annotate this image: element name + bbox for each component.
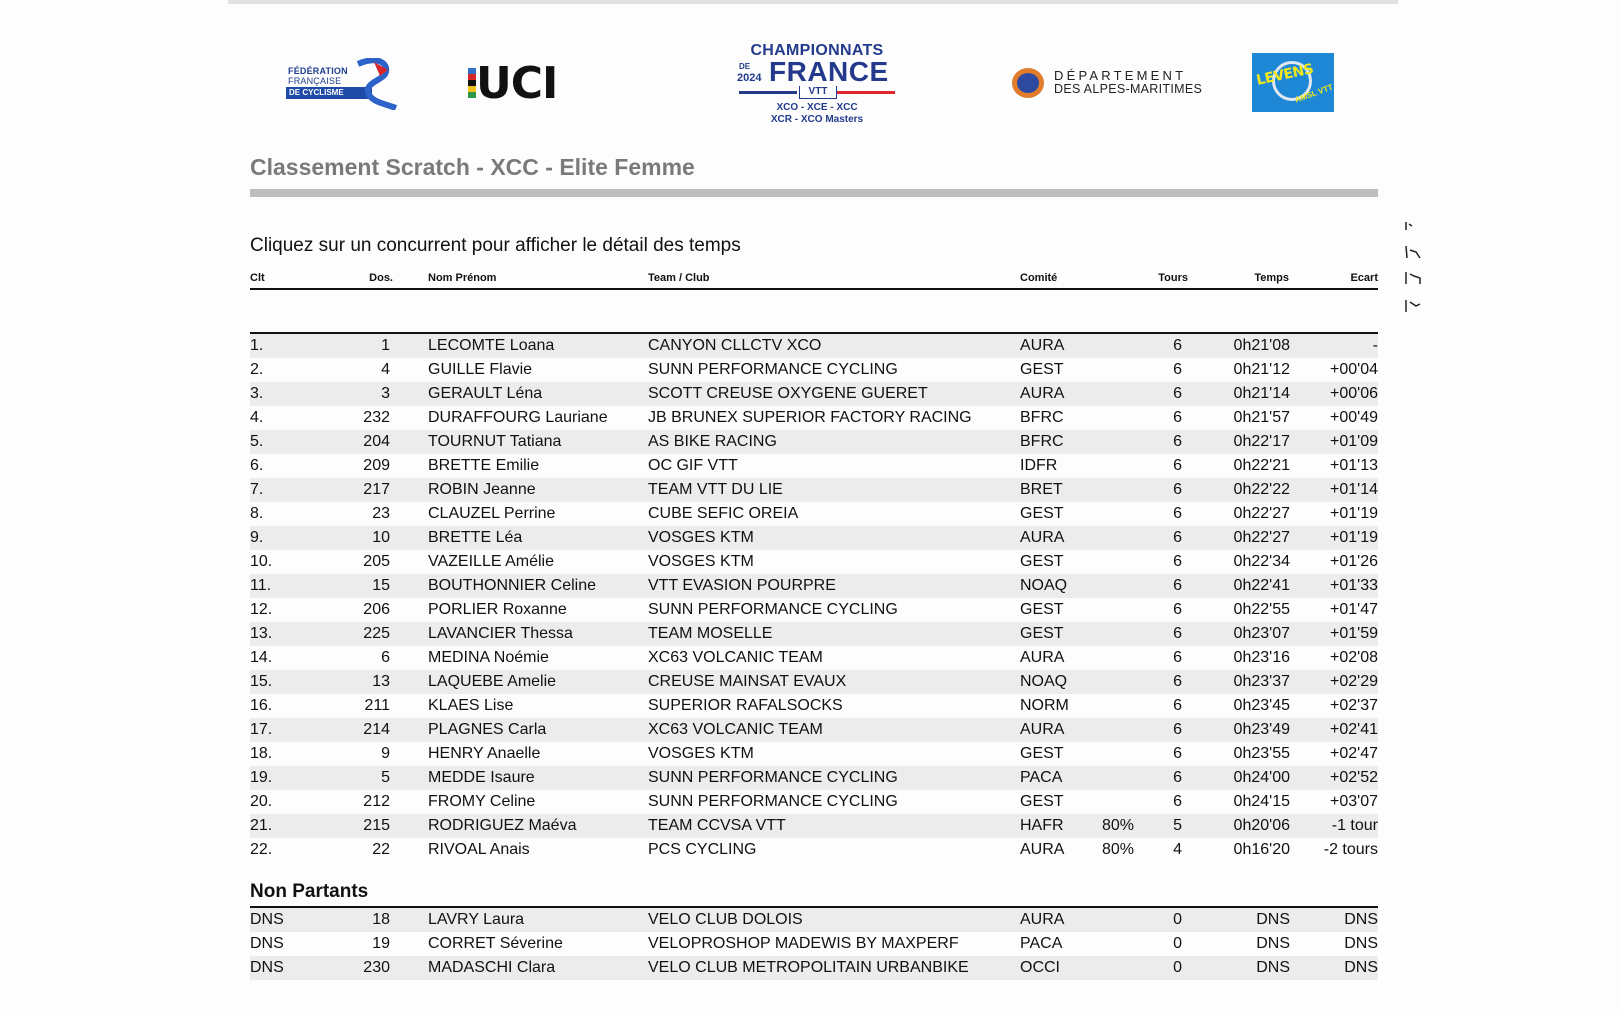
cell-dos: 13 (372, 673, 390, 690)
cell-team: JB BRUNEX SUPERIOR FACTORY RACING (648, 409, 972, 426)
cell-team: CUBE SEFIC OREIA (648, 505, 799, 522)
cell-tours: 6 (1173, 505, 1182, 522)
cell-dos: 4 (381, 361, 390, 378)
cell-comite: BFRC (1020, 409, 1064, 426)
cell-team: VELO CLUB METROPOLITAIN URBANBIKE (648, 959, 969, 976)
cell-dos: 3 (381, 385, 390, 402)
departement-line2: DES ALPES-MARITIMES (1054, 82, 1203, 96)
table-row[interactable] (250, 430, 1378, 454)
cell-team: SCOTT CREUSE OXYGENE GUERET (648, 385, 928, 402)
non-partants-body (250, 908, 1378, 980)
cell-temps: 0h21'12 (1233, 361, 1290, 378)
cell-temps: 0h22'41 (1233, 577, 1290, 594)
cell-temps: 0h24'15 (1233, 793, 1290, 810)
col-clt: Clt (250, 272, 265, 284)
cell-temps: 0h22'22 (1233, 481, 1290, 498)
cell-nom: GERAULT Léna (428, 385, 543, 402)
ffc-logo (286, 58, 410, 108)
cell-nom: LAVRY Laura (428, 911, 525, 928)
levens-line1: LEVENS (1254, 61, 1315, 89)
championnats-disciplines2: XCR - XCO Masters (770, 114, 864, 125)
cell-team: SUNN PERFORMANCE CYCLING (648, 601, 898, 618)
cell-pct: 80% (1101, 841, 1134, 858)
cell-tours: 4 (1173, 841, 1182, 858)
table-row[interactable] (250, 956, 1378, 980)
cell-temps: DNS (1256, 911, 1290, 928)
cell-comite: GEST (1020, 793, 1064, 810)
cell-clt: 13. (250, 625, 273, 642)
table-row[interactable] (250, 406, 1378, 430)
cell-clt: 19. (250, 769, 273, 786)
cell-nom: LAVANCIER Thessa (428, 625, 573, 642)
cell-tours: 6 (1173, 481, 1182, 498)
table-row[interactable] (250, 718, 1378, 742)
col-temps: Temps (1254, 272, 1289, 284)
cell-comite: PACA (1020, 935, 1063, 952)
cell-tours: 0 (1173, 935, 1182, 952)
cell-comite: NORM (1020, 697, 1069, 714)
cell-ecart: -1 tour (1331, 817, 1378, 834)
cell-temps: 0h20'06 (1233, 817, 1290, 834)
uci-logo-text: UCI (476, 58, 558, 109)
cell-temps: 0h23'55 (1233, 745, 1290, 762)
cell-team: SUNN PERFORMANCE CYCLING (648, 769, 898, 786)
cell-nom: GUILLE Flavie (428, 361, 533, 378)
cell-team: AS BIKE RACING (648, 433, 777, 450)
cell-dos: 204 (363, 433, 390, 450)
cell-clt: 9. (250, 529, 264, 546)
cell-comite: AURA (1020, 911, 1065, 928)
cell-nom: TOURNUT Tatiana (428, 433, 562, 450)
title-divider (250, 189, 1378, 197)
cell-team: OC GIF VTT (648, 457, 738, 474)
cell-nom: CLAUZEL Perrine (428, 505, 556, 522)
cell-nom: RODRIGUEZ Maéva (428, 817, 577, 834)
table-header (250, 272, 1378, 288)
cell-nom: BRETTE Emilie (428, 457, 540, 474)
cell-ecart: DNS (1344, 911, 1378, 928)
cell-dos: 215 (363, 817, 390, 834)
table-row[interactable] (250, 838, 1378, 862)
cell-comite: GEST (1020, 625, 1064, 642)
cell-clt: 11. (250, 577, 272, 594)
cell-dos: 23 (372, 505, 390, 522)
departement-emblem-icon (1012, 68, 1044, 98)
cell-nom: LAQUEBE Amelie (428, 673, 557, 690)
cell-ecart: +01'14 (1330, 481, 1378, 498)
cell-comite: BRET (1020, 481, 1063, 498)
col-ecart: Ecart (1350, 272, 1378, 284)
cell-tours: 6 (1173, 361, 1182, 378)
cell-team: TEAM VTT DU LIE (648, 481, 783, 498)
departement-line1: DÉPARTEMENT (1054, 68, 1187, 83)
levens-logo (1252, 53, 1334, 112)
table-row[interactable] (250, 478, 1378, 502)
cell-clt: 18. (250, 745, 273, 762)
cell-dos: 18 (372, 911, 390, 928)
cell-clt: 14. (250, 649, 273, 666)
cell-team: VELO CLUB DOLOIS (648, 911, 803, 928)
cell-comite: NOAQ (1020, 577, 1068, 594)
championnats-line1: CHAMPIONNATS (750, 42, 884, 59)
championnats-disciplines1: XCO - XCE - XCC (776, 102, 858, 113)
cell-comite: AURA (1020, 385, 1065, 402)
cell-clt: 2. (250, 361, 264, 378)
table-row[interactable] (250, 382, 1378, 406)
cell-comite: AURA (1020, 721, 1065, 738)
cell-ecart: +02'41 (1330, 721, 1378, 738)
cell-comite: BFRC (1020, 433, 1064, 450)
cell-nom: MEDDE Isaure (428, 769, 535, 786)
cell-clt: 12. (250, 601, 273, 618)
cell-comite: GEST (1020, 601, 1064, 618)
cell-temps: 0h22'27 (1233, 505, 1290, 522)
cell-comite: IDFR (1020, 457, 1058, 474)
cell-dos: 225 (363, 625, 390, 642)
cell-temps: 0h21'57 (1233, 409, 1290, 426)
cell-ecart: +00'04 (1330, 361, 1378, 378)
cell-ecart: - (1372, 337, 1378, 354)
cell-team: XC63 VOLCANIC TEAM (648, 721, 823, 738)
cell-tours: 0 (1173, 911, 1182, 928)
cell-tours: 6 (1173, 601, 1182, 618)
cell-clt: 20. (250, 793, 273, 810)
table-row[interactable] (250, 550, 1378, 574)
cell-dos: 6 (381, 649, 390, 666)
cell-clt: 16. (250, 697, 273, 714)
table-row[interactable] (250, 670, 1378, 694)
championnats-france: FRANCE (769, 56, 889, 87)
uci-rainbow-stripes (468, 68, 476, 98)
championnats-year: 2024 (737, 72, 762, 84)
cell-team: SUNN PERFORMANCE CYCLING (648, 793, 898, 810)
cell-dos: 22 (372, 841, 390, 858)
cell-clt: 6. (250, 457, 264, 474)
cell-ecart: +01'59 (1330, 625, 1378, 642)
cell-nom: RIVOAL Anais (428, 841, 530, 858)
cell-ecart: -2 tours (1323, 841, 1378, 858)
red-stripe (837, 91, 895, 94)
cell-nom: ROBIN Jeanne (428, 481, 536, 498)
cell-team: TEAM MOSELLE (648, 625, 773, 642)
cell-team: VOSGES KTM (648, 553, 754, 570)
ffc-logo-line3: DE CYCLISME (286, 87, 372, 99)
cell-team: VOSGES KTM (648, 745, 754, 762)
cell-dos: 5 (381, 769, 390, 786)
table-row[interactable] (250, 334, 1378, 358)
cell-tours: 5 (1173, 817, 1182, 834)
ffc-logo-line1: FÉDÉRATION (288, 66, 348, 76)
cell-dos: 209 (363, 457, 390, 474)
cell-clt: DNS (250, 911, 284, 928)
cell-tours: 6 (1173, 409, 1182, 426)
cell-team: SUNN PERFORMANCE CYCLING (648, 361, 898, 378)
cell-tours: 6 (1173, 697, 1182, 714)
cell-ecart: +00'06 (1330, 385, 1378, 402)
page-title: Classement Scratch - XCC - Elite Femme (250, 154, 695, 180)
cell-temps: DNS (1256, 935, 1290, 952)
cell-temps: 0h23'07 (1233, 625, 1290, 642)
table-row[interactable] (250, 526, 1378, 550)
cell-dos: 205 (363, 553, 390, 570)
cell-temps: 0h23'49 (1233, 721, 1290, 738)
cell-team: VOSGES KTM (648, 529, 754, 546)
cell-ecart: +01'09 (1330, 433, 1378, 450)
non-partants-table (250, 906, 1378, 980)
cell-pct: 80% (1101, 817, 1134, 834)
cell-ecart: +01'47 (1330, 601, 1378, 618)
cell-clt: 4. (250, 409, 264, 426)
margin-marks (1404, 220, 1444, 320)
col-comite: Comité (1020, 272, 1058, 284)
cell-clt: DNS (250, 935, 284, 952)
cell-clt: 3. (250, 385, 264, 402)
table-row[interactable] (250, 646, 1378, 670)
table-row[interactable] (250, 622, 1378, 646)
cell-team: SUPERIOR RAFALSOCKS (648, 697, 843, 714)
cell-clt: 1. (250, 337, 264, 354)
cell-dos: 232 (363, 409, 390, 426)
cell-ecart: +01'26 (1330, 553, 1378, 570)
levens-line2: AMSL VTT (1293, 82, 1334, 105)
cell-clt: 10. (250, 553, 273, 570)
cell-comite: AURA (1020, 649, 1065, 666)
cell-clt: 5. (250, 433, 264, 450)
cell-ecart: +00'49 (1330, 409, 1378, 426)
cell-clt: 22. (250, 841, 273, 858)
uci-logo (468, 58, 594, 109)
cell-temps: 0h21'08 (1233, 337, 1290, 354)
cell-tours: 6 (1173, 721, 1182, 738)
non-partants-title: Non Partants (250, 881, 369, 902)
table-row[interactable] (250, 790, 1378, 814)
table-row[interactable] (250, 358, 1378, 382)
cell-comite: HAFR (1020, 817, 1064, 834)
cell-clt: 15. (250, 673, 273, 690)
cell-temps: 0h21'14 (1233, 385, 1290, 402)
cell-nom: PORLIER Roxanne (428, 601, 567, 618)
cell-clt: 17. (250, 721, 273, 738)
cell-comite: GEST (1020, 553, 1064, 570)
championnats-de: DE (739, 62, 751, 71)
table-row[interactable] (250, 742, 1378, 766)
cell-team: PCS CYCLING (648, 841, 757, 858)
cell-dos: 19 (372, 935, 390, 952)
cell-nom: HENRY Anaelle (428, 745, 541, 762)
cell-ecart: +01'13 (1330, 457, 1378, 474)
cell-comite: GEST (1020, 745, 1064, 762)
cell-tours: 6 (1173, 553, 1182, 570)
col-team: Team / Club (648, 272, 710, 284)
blue-stripe (739, 91, 797, 94)
cell-tours: 6 (1173, 577, 1182, 594)
cell-comite: AURA (1020, 337, 1065, 354)
col-dos: Dos. (369, 272, 393, 284)
cell-comite: PACA (1020, 769, 1063, 786)
cell-tours: 6 (1173, 433, 1182, 450)
cell-temps: 0h22'55 (1233, 601, 1290, 618)
cell-comite: GEST (1020, 361, 1064, 378)
cell-nom: LECOMTE Loana (428, 337, 555, 354)
cell-dos: 9 (381, 745, 390, 762)
cell-dos: 212 (363, 793, 390, 810)
cell-dos: 211 (364, 697, 390, 714)
cell-ecart: DNS (1344, 935, 1378, 952)
cell-dos: 10 (372, 529, 390, 546)
cell-ecart: DNS (1344, 959, 1378, 976)
cell-tours: 6 (1173, 649, 1182, 666)
cell-ecart: +03'07 (1330, 793, 1378, 810)
ffc-logo-line2: FRANÇAISE (288, 76, 342, 86)
cell-team: CREUSE MAINSAT EVAUX (648, 673, 847, 690)
cell-team: VELOPROSHOP MADEWIS BY MAXPERF (648, 935, 959, 952)
cell-temps: 0h22'27 (1233, 529, 1290, 546)
cell-comite: OCCI (1020, 959, 1060, 976)
cell-comite: AURA (1020, 529, 1065, 546)
cell-tours: 6 (1173, 769, 1182, 786)
cell-ecart: +02'47 (1330, 745, 1378, 762)
cell-comite: AURA (1020, 841, 1065, 858)
ffc-swoosh-icon (346, 58, 406, 110)
cell-ecart: +02'29 (1330, 673, 1378, 690)
cell-dos: 15 (372, 577, 390, 594)
cell-temps: 0h16'20 (1233, 841, 1290, 858)
cell-team: CANYON CLLCTV XCO (648, 337, 822, 354)
cell-dos: 206 (363, 601, 390, 618)
results-table (250, 272, 1378, 862)
table-row[interactable] (250, 694, 1378, 718)
cell-dos: 230 (363, 959, 390, 976)
cell-ecart: +02'08 (1330, 649, 1378, 666)
cell-nom: FROMY Celine (428, 793, 536, 810)
departement-logo (1012, 68, 1222, 100)
cell-team: VTT EVASION POURPRE (648, 577, 836, 594)
sponsor-logos (0, 0, 1622, 140)
cell-nom: MADASCHI Clara (428, 959, 556, 976)
championnats-vtt: VTT (799, 86, 837, 99)
championnats-logo (737, 42, 897, 132)
table-row[interactable] (250, 454, 1378, 478)
cell-dos: 1 (381, 337, 390, 354)
instructions-text: Cliquez sur un concurrent pour afficher le détail des temps (250, 235, 741, 256)
cell-dos: 217 (363, 481, 390, 498)
table-row[interactable] (250, 814, 1378, 838)
cell-comite: GEST (1020, 505, 1064, 522)
cell-nom: BOUTHONNIER Celine (428, 577, 597, 594)
cell-temps: 0h24'00 (1233, 769, 1290, 786)
table-row[interactable] (250, 908, 1378, 932)
cell-tours: 6 (1173, 457, 1182, 474)
cell-temps: DNS (1256, 959, 1290, 976)
table-row[interactable] (250, 574, 1378, 598)
cell-tours: 6 (1173, 385, 1182, 402)
cell-nom: PLAGNES Carla (428, 721, 547, 738)
table-row[interactable] (250, 502, 1378, 526)
cell-temps: 0h23'16 (1233, 649, 1290, 666)
cell-ecart: +01'19 (1330, 529, 1378, 546)
cell-tours: 6 (1173, 337, 1182, 354)
cell-clt: DNS (250, 959, 284, 976)
cell-nom: VAZEILLE Amélie (428, 553, 554, 570)
cell-clt: 21. (250, 817, 273, 834)
cell-nom: KLAES Lise (428, 697, 514, 714)
cell-nom: MEDINA Noémie (428, 649, 549, 666)
cell-ecart: +01'33 (1330, 577, 1378, 594)
cell-temps: 0h23'37 (1233, 673, 1290, 690)
cell-temps: 0h22'17 (1233, 433, 1290, 450)
cell-tours: 6 (1173, 673, 1182, 690)
cell-clt: 7. (250, 481, 264, 498)
cell-dos: 214 (363, 721, 390, 738)
cell-tours: 6 (1173, 793, 1182, 810)
cell-temps: 0h22'34 (1233, 553, 1290, 570)
table-row[interactable] (250, 766, 1378, 790)
cell-ecart: +02'52 (1330, 769, 1378, 786)
cell-tours: 6 (1173, 745, 1182, 762)
cell-team: XC63 VOLCANIC TEAM (648, 649, 823, 666)
cell-temps: 0h23'45 (1233, 697, 1290, 714)
table-row[interactable] (250, 598, 1378, 622)
cell-temps: 0h22'21 (1233, 457, 1290, 474)
cell-tours: 6 (1173, 625, 1182, 642)
table-row[interactable] (250, 932, 1378, 956)
cell-clt: 8. (250, 505, 264, 522)
results-body (250, 334, 1378, 862)
cell-nom: BRETTE Léa (428, 529, 523, 546)
cell-tours: 0 (1173, 959, 1182, 976)
cell-nom: DURAFFOURG Lauriane (428, 409, 608, 426)
col-tours: Tours (1158, 272, 1188, 284)
cell-ecart: +01'19 (1330, 505, 1378, 522)
cell-ecart: +02'37 (1330, 697, 1378, 714)
cell-nom: CORRET Séverine (428, 935, 563, 952)
cell-tours: 6 (1173, 529, 1182, 546)
cell-comite: NOAQ (1020, 673, 1068, 690)
col-nom: Nom Prénom (428, 272, 497, 284)
cell-team: TEAM CCVSA VTT (648, 817, 786, 834)
